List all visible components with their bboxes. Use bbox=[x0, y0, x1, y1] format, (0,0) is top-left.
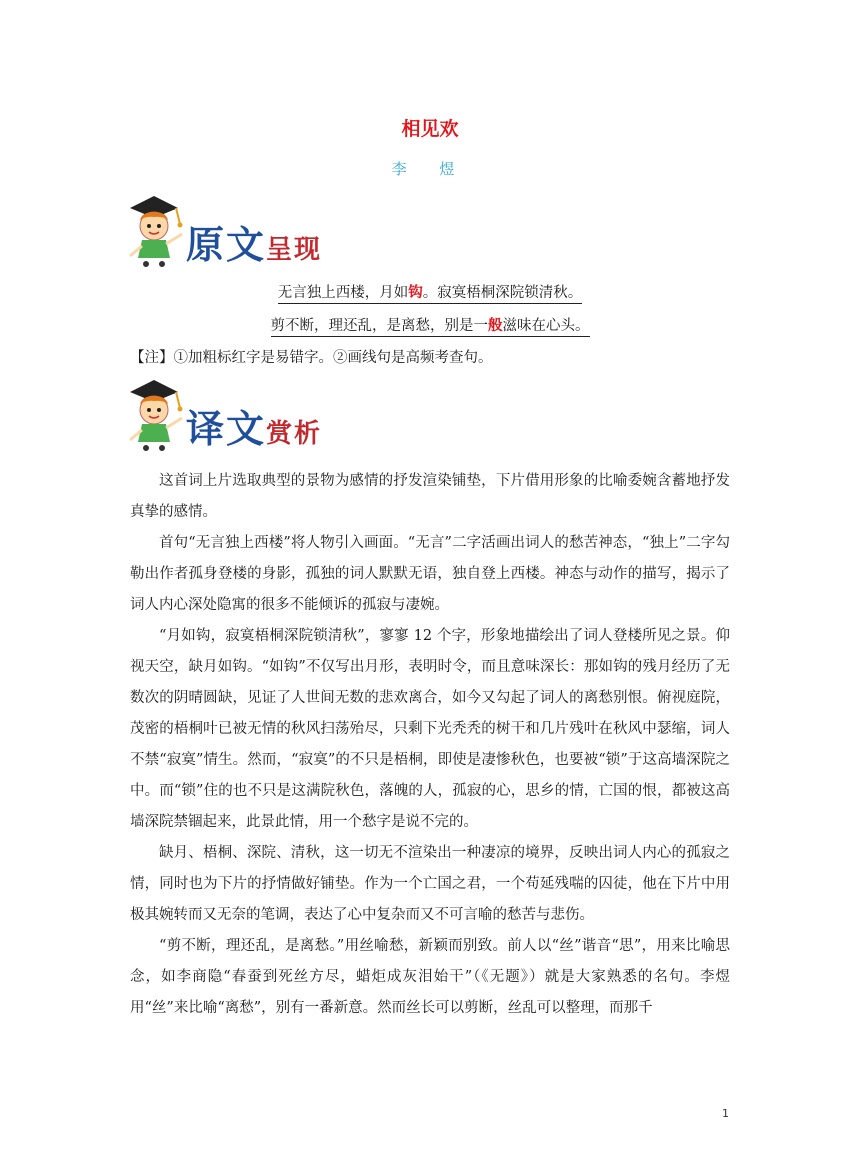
poem-author: 李 煜 bbox=[391, 160, 469, 178]
poem-line-1: 无言独上西楼，月如钩。寂寞梧桐深院锁清秋。 bbox=[0, 283, 860, 303]
annotation-note: 【注】①加粗标红字是易错字。②画线句是高频考查句。 bbox=[130, 350, 493, 366]
badge-title-main: 原文 bbox=[186, 222, 267, 267]
paragraph: “月如钩，寂寞梧桐深院锁清秋”，寥寥 12 个字，形象地描绘出了词人登楼所见之景。仰视天空，缺月如钩。“如钩”不仅写出月形，表明时令，而且意味深长：那如钩的残月经历了无数次的阴晴圆缺，见证了人世间无数的悲欢离合，如今又勾起了词人的离愁别恨。俯视庭院，茂密的梧桐叶已被无情的秋风扫荡殆尽，只剩下光秃秃的树干和几片残叶在秋风中瑟缩，词人不禁“寂寞”情生。然而，“寂寞”的不只是梧桐，即使是凄惨秋色，也要被“锁”于这高墙深院之中。而“锁”住的也不只是这满院秋色，落魄的人，孤寂的心，思乡的情，亡国的恨，都被这高墙深院禁锢起来，此景此情，用一个愁字是说不完的。 bbox=[130, 628, 730, 830]
highlighted-char: 般 bbox=[488, 317, 503, 334]
cartoon-student-icon bbox=[120, 374, 190, 456]
badge-title-main: 译文 bbox=[186, 406, 267, 451]
analysis-body bbox=[130, 466, 730, 1024]
badge-title-sub: 呈现 bbox=[266, 235, 323, 265]
paragraph: “剪不断，理还乱，是离愁。”用丝喻愁，新颖而别致。前人以“丝”谐音“思”，用来比喻思念，如李商隐“春蚕到死丝方尽，蜡炬成灰泪始干”（《无题》）就是大家熟悉的名句。李煜用“丝”来比喻“离愁”，别有一番新意。然而丝长可以剪断，丝乱可以整理，而那千 bbox=[130, 938, 730, 1016]
section-badge-translation bbox=[120, 374, 400, 456]
poem-line-2: 剪不断，理还乱，是离愁，别是一般滋味在心头。 bbox=[0, 316, 860, 336]
page-number: 1 bbox=[722, 1107, 729, 1120]
paragraph: 缺月、梧桐、深院、清秋，这一切无不渲染出一种凄凉的境界，反映出词人内心的孤寂之情，同时也为下片的抒情做好铺垫。作为一个亡国之君，一个苟延残喘的囚徒，他在下片中用极其婉转而又无奈的笔调，表达了心中复杂而又不可言喻的愁苦与悲伤。 bbox=[130, 845, 730, 923]
highlighted-char: 钩 bbox=[408, 284, 423, 301]
paragraph: 首句“无言独上西楼”将人物引入画面。“无言”二字活画出词人的愁苦神态，“独上”二字勾勒出作者孤身登楼的身影，孤独的词人默默无语，独自登上西楼。神态与动作的描写，揭示了词人内心深处隐寓的很多不能倾诉的孤寂与凄婉。 bbox=[130, 535, 730, 613]
poem-title: 相见欢 bbox=[401, 118, 459, 140]
paragraph: 这首词上片选取典型的景物为感情的抒发渲染铺垫，下片借用形象的比喻委婉含蓄地抒发真挚的感情。 bbox=[130, 473, 730, 520]
badge-title-sub: 赏析 bbox=[266, 419, 323, 449]
cartoon-student-icon bbox=[120, 190, 190, 272]
section-badge-original bbox=[120, 190, 400, 272]
